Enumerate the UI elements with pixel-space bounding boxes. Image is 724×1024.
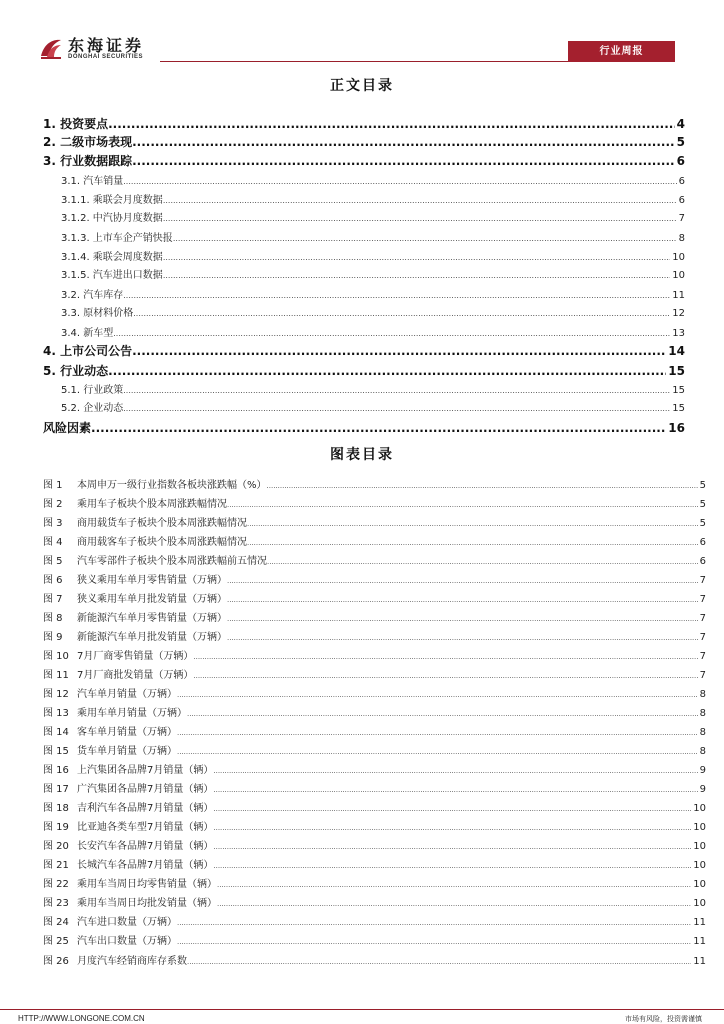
- toc-entry[interactable]: [43, 133, 685, 150]
- figure-number: 图 19: [43, 822, 69, 834]
- logo-english-name: DONGHAI SECURITIES: [68, 54, 144, 60]
- toc-entry-label: 3.4. 新车型: [61, 328, 114, 339]
- figure-label: 吉利汽车各品牌7月销量（辆）: [77, 803, 214, 815]
- figure-label: 月度汽车经销商库存系数: [77, 955, 187, 967]
- figure-entry[interactable]: [43, 913, 706, 928]
- figure-leader-dots: [177, 919, 691, 927]
- figure-label: 汽车单月销量（万辆）: [77, 689, 177, 701]
- figure-label: 汽车零部件子板块个股本周涨跌幅前五情况: [77, 556, 267, 568]
- toc-entry-label: 5.2. 企业动态: [61, 403, 124, 414]
- figure-leader-dots: [227, 634, 698, 642]
- figure-page: 10: [693, 841, 706, 853]
- figure-list-title: 图表目录: [330, 447, 394, 463]
- figure-page: 11: [693, 936, 706, 948]
- toc-entry-page: 7: [678, 213, 685, 224]
- toc-entry-page: 16: [668, 421, 685, 435]
- figure-number: 图 26: [43, 955, 69, 967]
- figure-label: 狭义乘用车单月零售销量（万辆）: [77, 575, 227, 587]
- figure-number: 图 17: [43, 784, 69, 796]
- figure-page: 7: [699, 613, 706, 625]
- figure-page: 7: [699, 575, 706, 587]
- toc-entry-label: 3.1.5. 汽车进出口数据: [61, 270, 163, 281]
- figure-label: 广汽集团各品牌7月销量（辆）: [77, 784, 214, 796]
- toc-entry[interactable]: [61, 399, 685, 414]
- toc-entry[interactable]: [61, 304, 685, 319]
- figure-label: 本周申万一级行业指数各板块涨跌幅（%）: [77, 480, 267, 491]
- toc-entry[interactable]: [61, 209, 685, 224]
- figure-leader-dots: [177, 691, 698, 699]
- toc-entry-page: 10: [672, 270, 685, 281]
- toc-entry[interactable]: [61, 286, 685, 301]
- figure-page: 5: [699, 499, 706, 511]
- figure-leader-dots: [217, 881, 691, 889]
- figure-number: 图 7: [43, 594, 63, 606]
- toc-leader-dots: [123, 404, 670, 413]
- toc-entry[interactable]: [61, 266, 685, 281]
- toc-entry[interactable]: [61, 172, 685, 187]
- figure-page: 7: [699, 651, 706, 663]
- toc-entry-page: 13: [672, 328, 685, 339]
- figure-entry[interactable]: [43, 704, 706, 719]
- figure-number: 图 13: [43, 708, 69, 720]
- figure-label: 乘用车当周日均批发销量（辆）: [77, 898, 217, 910]
- figure-label: 货车单月销量（万辆）: [77, 746, 177, 758]
- figure-entry[interactable]: [43, 894, 706, 909]
- figure-label: 乘用车单月销量（万辆）: [77, 708, 187, 720]
- figure-page: 10: [693, 860, 706, 872]
- figure-number: 图 1: [43, 480, 63, 491]
- figure-number: 图 5: [43, 556, 63, 568]
- toc-entry-page: 10: [672, 252, 685, 263]
- figure-entry[interactable]: [43, 780, 706, 795]
- toc-entry-page: 6: [678, 176, 685, 187]
- figure-entry[interactable]: [43, 875, 706, 890]
- figure-leader-dots: [213, 843, 691, 851]
- figure-page: 8: [699, 708, 706, 720]
- page-header: [0, 0, 724, 70]
- figure-leader-dots: [177, 729, 698, 737]
- toc-leader-dots: [163, 196, 677, 205]
- toc-entry-label: 5. 行业动态: [43, 364, 109, 378]
- toc-leader-dots: [91, 421, 666, 435]
- figure-label: 商用载客车子板块个股本周涨跌幅情况: [77, 537, 247, 549]
- figure-number: 图 11: [43, 670, 69, 682]
- figure-page: 10: [693, 803, 706, 815]
- figure-entry[interactable]: [43, 666, 706, 681]
- toc-entry[interactable]: [61, 248, 685, 263]
- figure-leader-dots: [213, 805, 691, 813]
- toc-leader-dots: [133, 309, 670, 318]
- toc-entry-page: 14: [668, 344, 685, 358]
- toc-entry[interactable]: [43, 342, 685, 359]
- figure-leader-dots: [187, 958, 691, 966]
- figure-entry[interactable]: [43, 476, 706, 491]
- figure-entry[interactable]: [43, 799, 706, 814]
- figure-entry[interactable]: [43, 495, 706, 510]
- figure-page: 11: [693, 917, 706, 929]
- toc-title: 正文目录: [330, 78, 394, 94]
- toc-entry-label: 3.1.4. 乘联会周度数据: [61, 252, 163, 263]
- figure-label: 客车单月销量（万辆）: [77, 727, 177, 739]
- figure-page: 5: [699, 480, 706, 491]
- toc-leader-dots: [173, 234, 677, 243]
- header-rule: [160, 61, 568, 62]
- figure-label: 乘用车子板块个股本周涨跌幅情况: [77, 499, 227, 511]
- toc-entry[interactable]: [43, 419, 685, 436]
- figure-entry[interactable]: [43, 723, 706, 738]
- toc-entry[interactable]: [61, 381, 685, 396]
- figure-leader-dots: [187, 710, 698, 718]
- toc-entry-page: 4: [676, 117, 685, 131]
- donghai-logo-icon: [38, 36, 64, 62]
- figure-label: 长城汽车各品牌7月销量（辆）: [77, 860, 214, 872]
- figure-page: 5: [699, 518, 706, 530]
- figure-number: 图 21: [43, 860, 69, 872]
- figure-entry[interactable]: [43, 571, 706, 586]
- figure-leader-dots: [247, 539, 698, 547]
- figure-number: 图 12: [43, 689, 69, 701]
- footer-risk-note: 市场有风险，投资需谨慎: [625, 1015, 702, 1023]
- figure-entry[interactable]: [43, 552, 706, 567]
- figure-leader-dots: [213, 786, 697, 794]
- toc-leader-dots: [132, 154, 675, 168]
- toc-entry-page: 12: [672, 308, 685, 319]
- toc-entry-page: 15: [672, 385, 685, 396]
- figure-number: 图 9: [43, 632, 63, 644]
- figure-page: 10: [693, 822, 706, 834]
- figure-page: 6: [699, 556, 706, 568]
- figure-page: 11: [693, 955, 706, 967]
- figure-entry[interactable]: [43, 628, 706, 643]
- toc-entry-label: 2. 二级市场表现: [43, 135, 133, 149]
- figure-page: 9: [699, 784, 706, 796]
- figure-leader-dots: [227, 615, 698, 623]
- figure-number: 图 6: [43, 575, 63, 587]
- figure-leader-dots: [193, 672, 697, 680]
- toc-entry-page: 11: [672, 290, 685, 301]
- figure-leader-dots: [177, 938, 691, 946]
- toc-entry[interactable]: [61, 324, 685, 339]
- toc-entry[interactable]: [43, 115, 685, 132]
- toc-entry[interactable]: [43, 152, 685, 169]
- toc-leader-dots: [163, 271, 670, 280]
- toc-entry-label: 3.1.3. 上市车企产销快报: [61, 233, 173, 244]
- toc-leader-dots: [108, 364, 666, 378]
- figure-number: 图 23: [43, 898, 69, 910]
- figure-page: 10: [693, 898, 706, 910]
- figure-label: 乘用车当周日均零售销量（辆）: [77, 879, 217, 891]
- figure-number: 图 4: [43, 537, 63, 549]
- figure-leader-dots: [213, 824, 691, 832]
- figure-number: 图 14: [43, 727, 69, 739]
- footer-rule: [0, 1009, 724, 1010]
- figure-entry[interactable]: [43, 856, 706, 871]
- report-type-badge: 行业周报: [568, 41, 675, 62]
- toc-entry-page: 6: [678, 195, 685, 206]
- toc-leader-dots: [132, 135, 675, 149]
- figure-entry[interactable]: [43, 818, 706, 833]
- figure-leader-dots: [267, 558, 698, 566]
- figure-leader-dots: [217, 900, 691, 908]
- toc-entry-label: 3. 行业数据跟踪: [43, 154, 133, 168]
- figure-number: 图 20: [43, 841, 69, 853]
- figure-number: 图 22: [43, 879, 69, 891]
- figure-page: 9: [699, 765, 706, 777]
- toc-entry-label: 4. 上市公司公告: [43, 344, 133, 358]
- company-logo: [38, 36, 144, 62]
- figure-number: 图 3: [43, 518, 63, 530]
- toc-entry-label: 3.1. 汽车销量: [61, 176, 124, 187]
- figure-label: 7月厂商零售销量（万辆）: [77, 651, 194, 663]
- figure-label: 商用载货车子板块个股本周涨跌幅情况: [77, 518, 247, 530]
- figure-label: 新能源汽车单月批发销量（万辆）: [77, 632, 227, 644]
- toc-entry-label: 风险因素: [43, 421, 92, 435]
- figure-label: 上汽集团各品牌7月销量（辆）: [77, 765, 214, 777]
- figure-number: 图 16: [43, 765, 69, 777]
- figure-page: 8: [699, 689, 706, 701]
- toc-leader-dots: [108, 117, 675, 131]
- toc-leader-dots: [132, 344, 666, 358]
- figure-label: 狭义乘用车单月批发销量（万辆）: [77, 594, 227, 606]
- figure-leader-dots: [227, 596, 698, 604]
- toc-entry[interactable]: [61, 191, 685, 206]
- figure-leader-dots: [227, 501, 698, 509]
- figure-leader-dots: [227, 577, 698, 585]
- toc-entry-page: 6: [676, 154, 685, 168]
- figure-page: 7: [699, 670, 706, 682]
- figure-leader-dots: [193, 653, 697, 661]
- figure-number: 图 25: [43, 936, 69, 948]
- toc-entry-page: 5: [676, 135, 685, 149]
- figure-entry[interactable]: [43, 533, 706, 548]
- toc-entry-label: 3.1.2. 中汽协月度数据: [61, 213, 163, 224]
- toc-entry-page: 15: [668, 364, 685, 378]
- figure-entry[interactable]: [43, 590, 706, 605]
- figure-number: 图 10: [43, 651, 69, 663]
- toc-entry-label: 3.3. 原材料价格: [61, 308, 134, 319]
- footer-url[interactable]: HTTP://WWW.LONGONE.COM.CN: [18, 1014, 145, 1023]
- figure-label: 汽车出口数量（万辆）: [77, 936, 177, 948]
- toc-entry-label: 1. 投资要点: [43, 117, 109, 131]
- figure-leader-dots: [267, 482, 698, 490]
- toc-leader-dots: [113, 329, 670, 338]
- figure-number: 图 8: [43, 613, 63, 625]
- logo-chinese-name: 东海证券: [68, 36, 145, 55]
- toc-leader-dots: [123, 291, 670, 300]
- toc-entry-page: 8: [678, 233, 685, 244]
- toc-entry[interactable]: [43, 362, 685, 379]
- toc-leader-dots: [163, 214, 677, 223]
- figure-leader-dots: [177, 748, 698, 756]
- figure-entry[interactable]: [43, 685, 706, 700]
- toc-entry-label: 3.2. 汽车库存: [61, 290, 124, 301]
- toc-entry-label: 5.1. 行业政策: [61, 385, 124, 396]
- figure-leader-dots: [247, 520, 698, 528]
- toc-leader-dots: [123, 386, 670, 395]
- figure-page: 10: [693, 879, 706, 891]
- figure-entry[interactable]: [43, 952, 706, 967]
- figure-entry[interactable]: [43, 609, 706, 624]
- figure-entry[interactable]: [43, 837, 706, 852]
- figure-entry[interactable]: [43, 761, 706, 776]
- figure-entry[interactable]: [43, 742, 706, 757]
- figure-leader-dots: [213, 767, 697, 775]
- figure-label: 7月厂商批发销量（万辆）: [77, 670, 194, 682]
- figure-label: 汽车进口数量（万辆）: [77, 917, 177, 929]
- figure-label: 比亚迪各类车型7月销量（辆）: [77, 822, 214, 834]
- toc-entry[interactable]: [61, 229, 685, 244]
- figure-label: 新能源汽车单月零售销量（万辆）: [77, 613, 227, 625]
- figure-number: 图 2: [43, 499, 63, 511]
- figure-page: 6: [699, 537, 706, 549]
- figure-label: 长安汽车各品牌7月销量（辆）: [77, 841, 214, 853]
- toc-entry-page: 15: [672, 403, 685, 414]
- figure-number: 图 24: [43, 917, 69, 929]
- toc-leader-dots: [123, 177, 676, 186]
- figure-page: 7: [699, 632, 706, 644]
- figure-page: 8: [699, 727, 706, 739]
- figure-leader-dots: [213, 862, 691, 870]
- figure-number: 图 15: [43, 746, 69, 758]
- figure-entry[interactable]: [43, 647, 706, 662]
- figure-page: 7: [699, 594, 706, 606]
- toc-entry-label: 3.1.1. 乘联会月度数据: [61, 195, 163, 206]
- figure-entry[interactable]: [43, 932, 706, 947]
- figure-page: 8: [699, 746, 706, 758]
- figure-entry[interactable]: [43, 514, 706, 529]
- figure-number: 图 18: [43, 803, 69, 815]
- toc-leader-dots: [163, 253, 670, 262]
